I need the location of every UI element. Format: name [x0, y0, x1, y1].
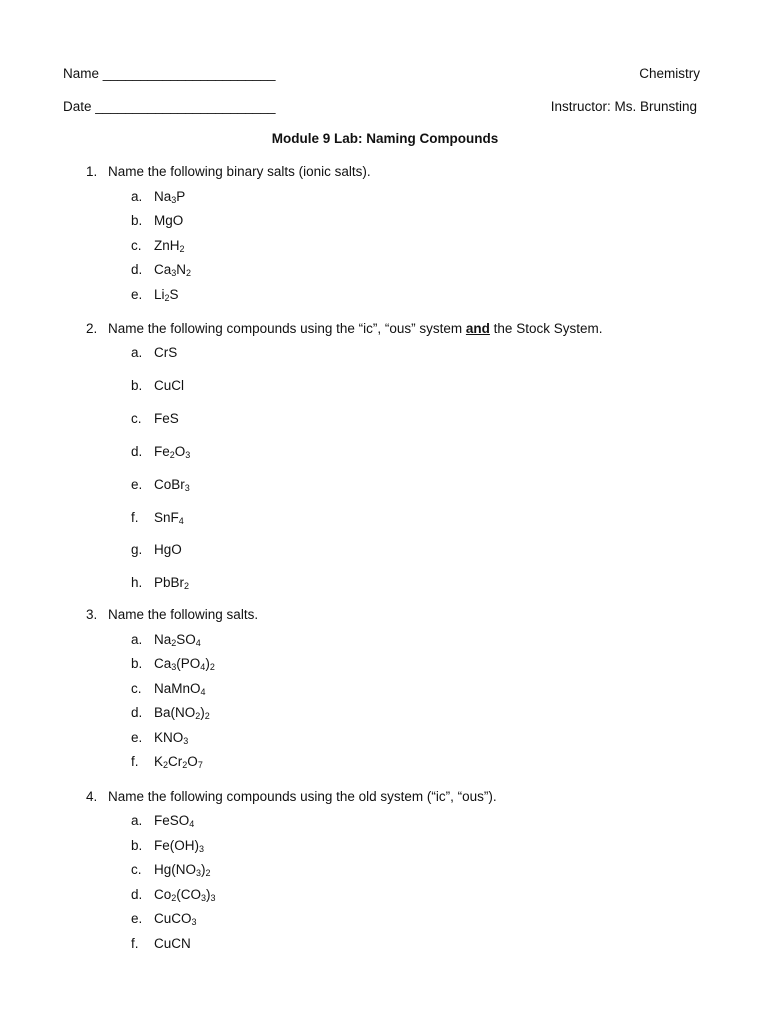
item-letter: c.	[131, 862, 142, 877]
emphasis-and: and	[465, 321, 490, 336]
formula: CuCN	[154, 936, 191, 951]
item-letter: d.	[131, 262, 143, 277]
item-letter: e.	[131, 477, 143, 492]
item-letter: f.	[131, 510, 139, 525]
instructor-label: Instructor: Ms. Brunsting	[550, 99, 697, 114]
formula: HgO	[154, 542, 182, 557]
item-letter: d.	[131, 444, 143, 459]
item-letter: f.	[131, 754, 139, 769]
item-letter: f.	[131, 936, 139, 951]
item-letter: a.	[131, 345, 143, 360]
question-number: 4.	[86, 789, 98, 804]
formula: MgO	[154, 213, 184, 228]
formula: PbBr$_2$	[154, 575, 190, 591]
item-letter: c.	[131, 238, 142, 253]
formula: $Ca_3(PO_4)_2$	[154, 656, 215, 672]
name-line: Name _______________________	[63, 66, 276, 81]
question-number: 2.	[86, 321, 98, 336]
item-letter: a.	[131, 813, 143, 828]
formula: $Fe(OH)_3$	[154, 838, 205, 854]
item-letter: g.	[131, 542, 143, 557]
question-number: 3.	[86, 607, 98, 622]
formula: NaMnO$_4$	[154, 681, 206, 697]
question-text: Name the following compounds using the old system (“ic”, “ous”).	[108, 789, 497, 804]
formula: CoBr$_3$	[154, 477, 190, 493]
formula: CuCl	[154, 378, 185, 393]
item-letter: e.	[131, 730, 143, 745]
formula: $Na_2SO_4$	[154, 632, 201, 648]
item-letter: b.	[131, 213, 143, 228]
item-letter: b.	[131, 656, 143, 671]
item-letter: e.	[131, 287, 143, 302]
formula: CrS	[154, 345, 178, 360]
formula: $Fe_2O_3$	[154, 444, 191, 460]
item-letter: a.	[131, 189, 143, 204]
page-title: Module 9 Lab: Naming Compounds	[271, 131, 499, 146]
formula: $Ca_3N_2$	[154, 262, 192, 278]
item-letter: h.	[131, 575, 143, 590]
item-letter: a.	[131, 632, 143, 647]
formula: CuCO$_3$	[154, 911, 197, 927]
item-letter: c.	[131, 411, 142, 426]
formula: ZnH$_2$	[154, 238, 185, 254]
question-text: Name the following binary salts (ionic salts).	[108, 164, 371, 179]
formula: $Li_2S$	[154, 287, 179, 303]
question-text	[108, 321, 602, 336]
formula: $Na_3P$	[154, 189, 186, 205]
formula: $K_2Cr_2O_7$	[154, 754, 203, 770]
question-text-part: Name the following compounds using the “ic”, “ous” system	[108, 321, 466, 336]
question-number: 1.	[86, 164, 98, 179]
item-letter: c.	[131, 681, 142, 696]
formula: FeSO$_4$	[154, 813, 195, 829]
date-line: Date ________________________	[63, 99, 276, 114]
question-text: Name the following salts.	[108, 607, 259, 622]
item-letter: e.	[131, 911, 143, 926]
item-letter: d.	[131, 705, 143, 720]
item-letter: b.	[131, 378, 143, 393]
item-letter: d.	[131, 887, 143, 902]
formula: $Co_2(CO_3)_3$	[154, 887, 216, 903]
formula: SnF$_4$	[154, 510, 184, 526]
formula: $Hg(NO_3)_2$	[154, 862, 211, 878]
question-text-part: the Stock System.	[489, 321, 603, 336]
course-label: Chemistry	[639, 66, 700, 81]
formula: FeS	[154, 411, 179, 426]
formula: $KNO_3$	[154, 730, 189, 746]
item-letter: b.	[131, 838, 143, 853]
formula: $Ba(NO_2)_2$	[154, 705, 210, 721]
